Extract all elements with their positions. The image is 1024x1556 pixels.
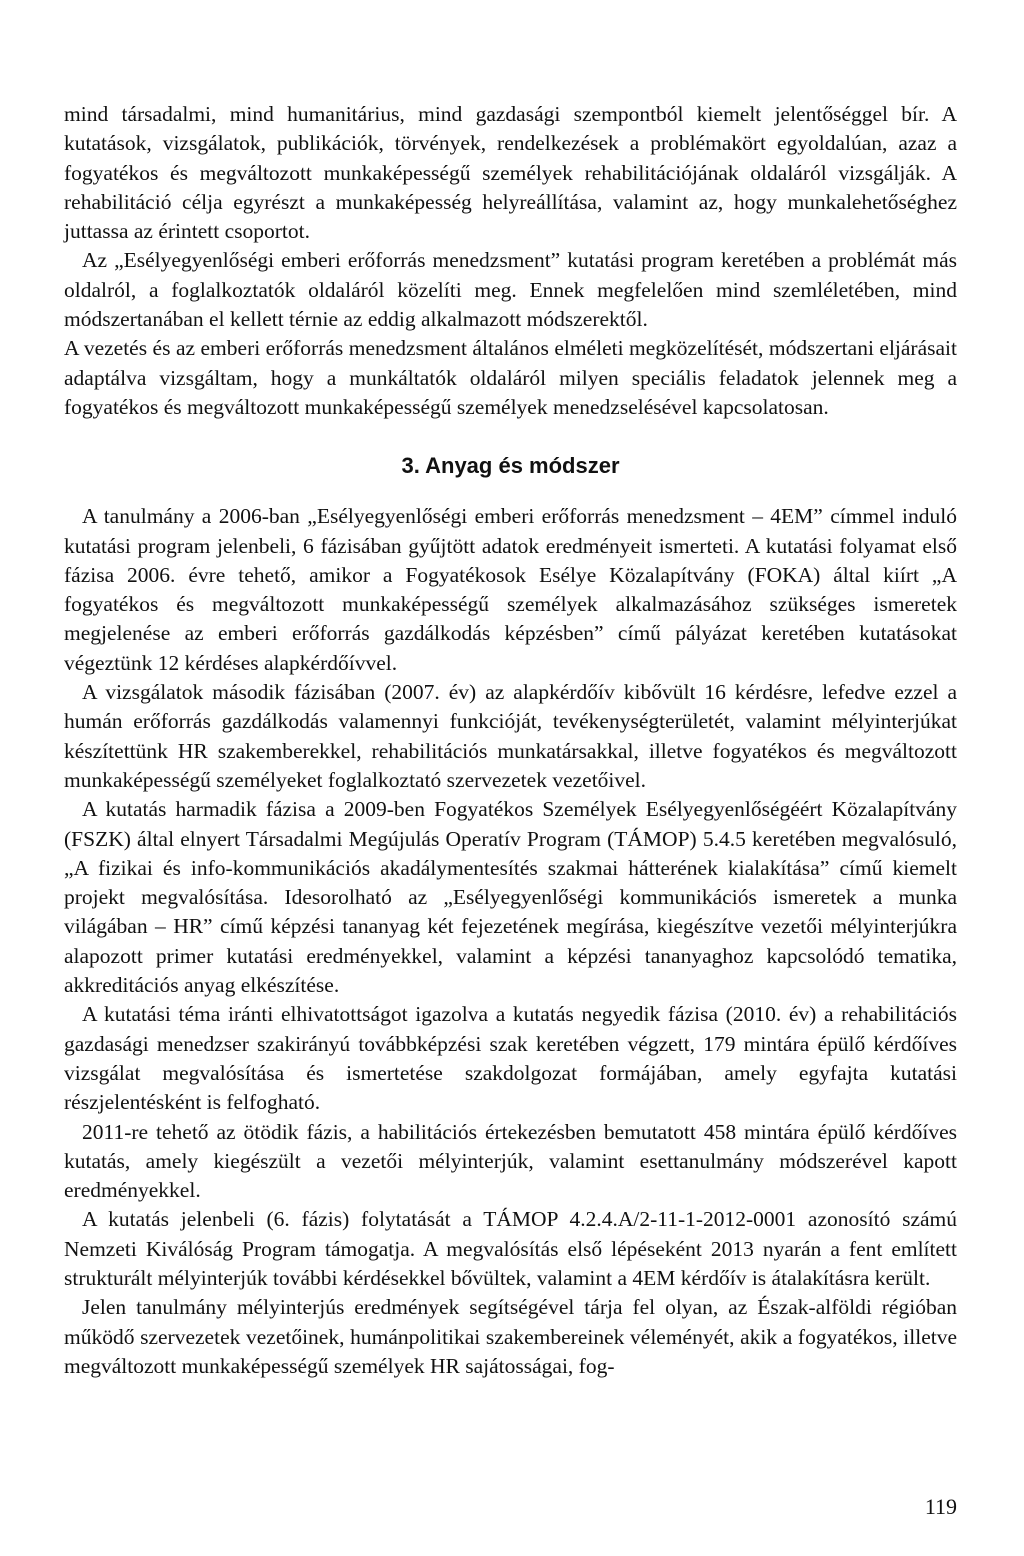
paragraph-method-4: A kutatási téma iránti elhivatottságot igazolva a kutatás negyedik fázisa (2010. év) a rehabilitációs gazdasági menedzser szakirányú továbbképzési szak keretében végzett, 179 mintára épülő kérdőíves vizsgálat megvalósítása és ismertetése szakdolgozat formájában, amely egyfajta kutatási részjelentésként is felfogható. — [64, 1002, 957, 1115]
paragraph-method-5: 2011-re tehető az ötödik fázis, a habilitációs értekezésben bemutatott 458 mintára épülő kérdőíves kutatás, amely kiegészült a vezetői mélyinterjúk, valamint esettanulmány módszerével kapott eredményekkel. — [64, 1119, 957, 1203]
paragraph-method-2: A vizsgálatok második fázisában (2007. év) az alapkérdőív kibővült 16 kérdésre, lefedve ezzel a humán erőforrás gazdálkodás valamennyi funkcióját, tevékenységterületét, valamint mélyinterjúkat készítettünk HR szakemberekkel, rehabilitációs munkatársakkal, illetve fogyatékos és megváltozott munkaképességű személyeket foglalkoztató szervezetek vezetőivel. — [64, 680, 957, 792]
paragraph-method-6: A kutatás jelenbeli (6. fázis) folytatását a TÁMOP 4.2.4.A/2-11-1-2012-0001 azonosító számú Nemzeti Kiválóság Program támogatja. A megvalósítás első lépéseként 2013 nyarán a fent említett strukturált mélyinterjúk további kérdésekkel bővültek, valamint a 4EM kérdőív is átalakításra került. — [64, 1207, 957, 1290]
paragraph-method-3: A kutatás harmadik fázisa a 2009-ben Fogyatékos Személyek Esélyegyenlőségéért Közalapítvány (FSZK) által elnyert Társadalmi Megújulás Operatív Program (TÁMOP) 5.4.5 keretében megvalósuló, „A fizikai és info-kommunikációs akadálymentesítés szakmai hátterének kialakítása” című kiemelt projekt megvalósítása. Idesorolható az „Esélyegyenlőségi kommunikációs ismeretek a munka világában – HR” című képzési tananyag két fejezetének megírása, kiegészítve vezetői mélyinterjúkra alapozott primer kutatási eredményekkel, valamint a képzési tananyaghoz kapcsolódó tematika, akkreditációs anyag elkészítése. — [64, 797, 957, 998]
section-heading: 3. Anyag és módszer — [401, 453, 620, 479]
page-body — [64, 100, 957, 1381]
paragraph-intro-2: Az „Esélyegyenlőségi emberi erőforrás menedzsment” kutatási program keretében a problémát más oldalról, a foglalkoztatók oldaláról közelíti meg. Ennek megfelelően mind szemléletében, mind módszertanában el kellett térnie az eddig alkalmazott módszerektől. — [64, 248, 957, 332]
page-number: 119 — [924, 1494, 957, 1519]
paragraph-intro-3: A vezetés és az emberi erőforrás menedzsment általános elméleti megközelítését, módszertani eljárásait adaptálva vizsgáltam, hogy a munkáltatók oldaláról milyen speciális feladatok jelennek meg a fogyatékos és megváltozott munkaképességű személyek menedzselésével kapcsolatosan. — [64, 336, 957, 419]
paragraph-method-1: A tanulmány a 2006-ban „Esélyegyenlőségi emberi erőforrás menedzsment – 4EM” címmel induló kutatási program jelenbeli, 6 fázisában gyűjtött adatok eredményeit ismerteti. A kutatási folyamat első fázisa 2006. évre tehető, amikor a Fogyatékosok Esélye Közalapítvány (FOKA) által kiírt „A fogyatékos és megváltozott munkaképességű személyek alkalmazásához szükséges ismeretek megjelenése az emberi erőforrás gazdálkodás képzésben” című pályázat keretében kutatásokat végeztünk 12 kérdéses alapkérdőívvel. — [64, 504, 957, 675]
paragraph-method-7: Jelen tanulmány mélyinterjús eredmények segítségével tárja fel olyan, az Észak-alföldi régióban működő szervezetek vezetőinek, humánpolitikai szakembereinek véleményét, akik a fogyatékos, illetve megváltozott munkaképességű személyek HR sajátosságai, fog- — [64, 1295, 957, 1378]
paragraph-intro-1: mind társadalmi, mind humanitárius, mind gazdasági szempontból kiemelt jelentőséggel bír. A kutatások, vizsgálatok, publikációk, törvények, rendelkezések a problémakört egyoldalúan, azaz a fogyatékos és megváltozott munkaképességű személyek rehabilitációjának oldaláról vizsgálják. A rehabilitáció célja egyrészt a munkaképesség helyreállítása, valamint az, hogy munkalehetőséghez juttassa az érintett csoportot. — [64, 102, 957, 244]
